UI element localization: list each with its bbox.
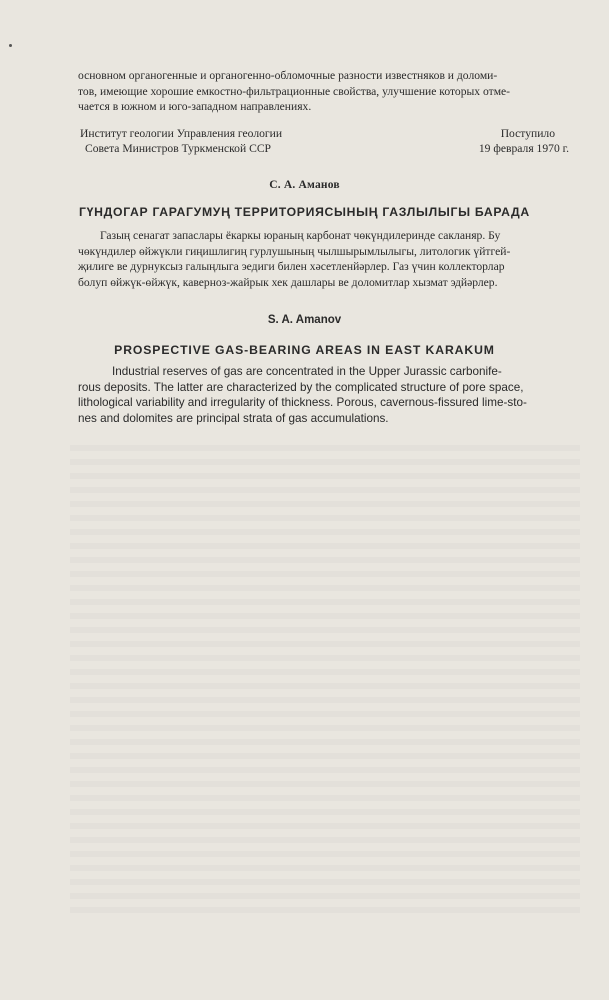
abstract-line: rous deposits. The latter are characterized by the complicated structure of pore space, [78, 380, 524, 394]
intro-paragraph [78, 68, 574, 115]
abstract-line: болуп өйжүк-өйжүк, каверноз-жайрык хек дашлары ве доломитлар хызмат эдйәрлер. [78, 275, 498, 289]
article-title-en: PROSPECTIVE GAS-BEARING AREAS IN EAST KARAKUM [114, 343, 495, 357]
abstract-line: чөкүндилер өйжүкли гиңишлигиң гурлушының чылшырымлылыгы, литологик үйтгей- [78, 244, 511, 258]
bleed-through-area [70, 445, 580, 915]
received-label: Поступило [500, 127, 555, 140]
page-speck [9, 44, 12, 47]
abstract-tk [78, 228, 582, 290]
article-title-tk: ГҮНДОГАР ГАРАГУМУҢ ТЕРРИТОРИЯСЫНЫҢ ГАЗЛЫЛЫГЫ БАРАДА [79, 205, 530, 219]
abstract-line: lithological variability and irregularity of thickness. Porous, cavernous-fissured lime-sto- [78, 396, 527, 409]
institution-line: Институт геологии Управления геологии [80, 127, 283, 140]
received-date: 19 февраля 1970 г. [478, 142, 569, 155]
intro-line: чается в южном и юго-западном направлениях. [78, 100, 312, 113]
institution-line: Совета Министров Туркменской ССР [85, 142, 271, 155]
abstract-en [78, 364, 570, 426]
abstract-line: җилиге ве дурнуксыз галыңлыга эедиги билен хәсетленйәрлер. Газ үчин коллекторлар [78, 260, 505, 273]
received-block [479, 126, 569, 156]
institution-block [80, 126, 282, 156]
abstract-line: Industrial reserves of gas are concentrated in the Upper Jurassic carbonife- [112, 365, 502, 378]
author-name-tk: С. А. Аманов [269, 179, 340, 191]
intro-line: тов, имеющие хорошие емкостно-фильтрационные свойства, улучшение которых отме- [78, 84, 511, 98]
author-name-en: S. A. Amanov [267, 314, 342, 326]
abstract-line: nes and dolomites are principal strata of gas accumulations. [78, 411, 389, 425]
abstract-line: Газың сенагат запаслары ёкаркы юраның карбонат чөкүндилеринде сакланяр. Бу [100, 229, 501, 242]
intro-line: основном органогенные и органогенно-обломочные разности известняков и доломи- [78, 69, 498, 82]
